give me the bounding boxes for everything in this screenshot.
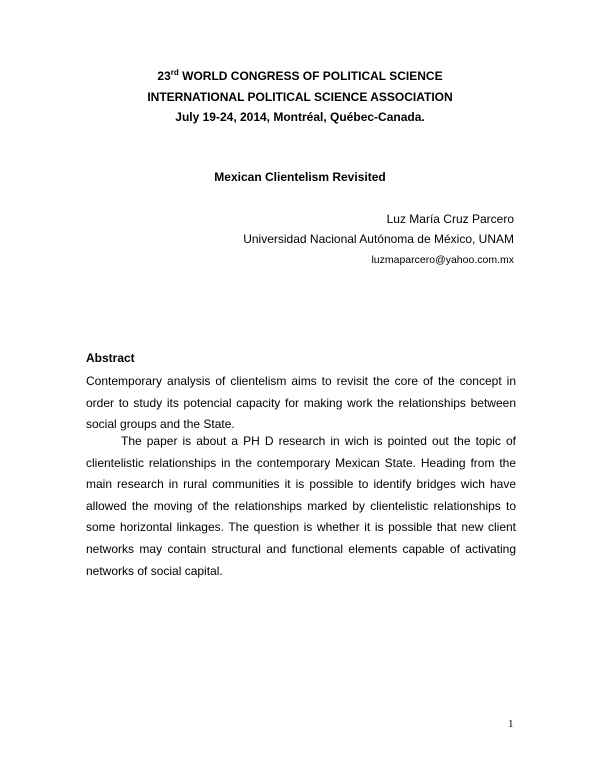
author-affiliation: Universidad Nacional Autónoma de México, UNAM: [243, 232, 514, 246]
congress-ordinal-suffix: rd: [170, 68, 179, 77]
abstract-heading: Abstract: [86, 351, 135, 365]
author-email: luzmaparcero@yahoo.com.mx: [371, 254, 514, 266]
congress-ordinal: 23: [157, 69, 171, 83]
abstract-paragraph-2: The paper is about a PH D research in wich is pointed out the topic of clientelistic relationships in the contemporary Mexican State. Heading from the main research in rural communities it is possible to identify bridges wich have allowed the moving of the relationships marked by clientelistic relationships to some horizontal linkages. The question is whether it is possible that new client networks may contain structural and functional elements capable of activating networks of social capital.: [86, 434, 516, 578]
association-name: INTERNATIONAL POLITICAL SCIENCE ASSOCIATION: [147, 90, 453, 104]
abstract-paragraph-1: Contemporary analysis of clientelism aims to revisit the core of the concept in order to study its potencial capacity for making work the relationships between social groups and the State.: [86, 374, 516, 432]
date-place: July 19-24, 2014, Montréal, Québec-Canada.: [175, 110, 425, 124]
author-name: Luz María Cruz Parcero: [386, 212, 514, 226]
paper-title: Mexican Clientelism Revisited: [214, 170, 386, 184]
congress-title-text: WORLD CONGRESS OF POLITICAL SCIENCE: [178, 69, 443, 83]
page-number: 1: [508, 718, 514, 730]
congress-title: [0, 69, 600, 83]
